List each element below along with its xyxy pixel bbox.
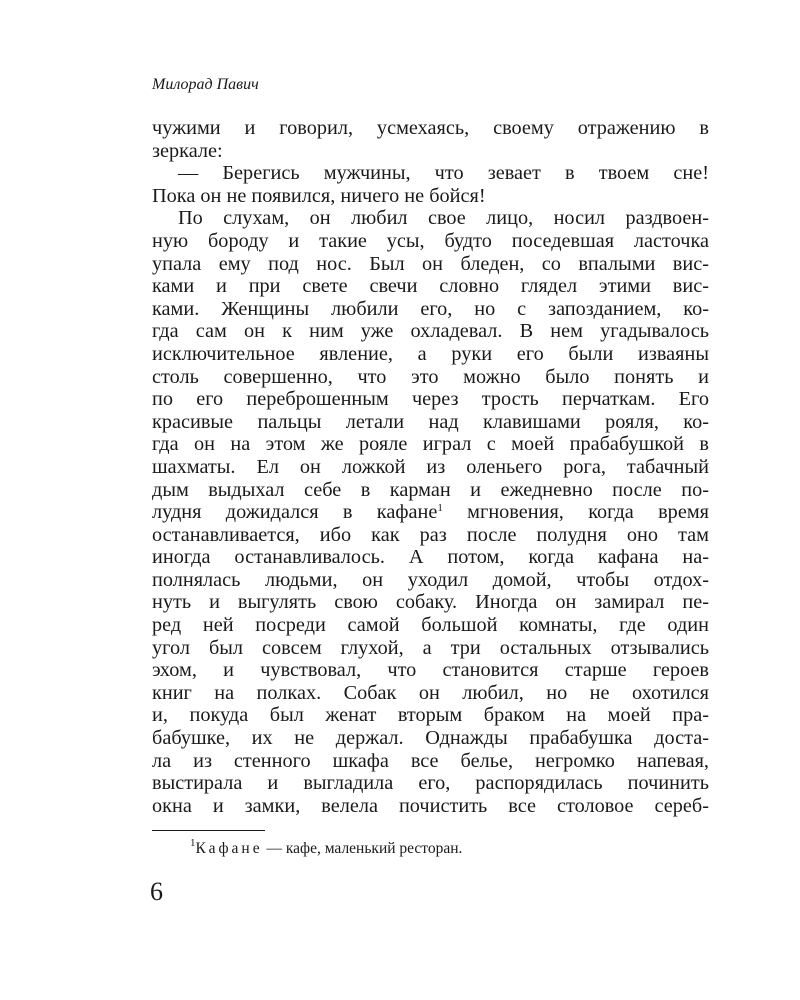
text-line <box>152 433 709 456</box>
line-text: ную бороду и такие усы, будто поседевшая ласточка <box>152 229 709 252</box>
line-text: бабушке, их не держал. Однажды прабабушка доста- <box>152 727 709 750</box>
footnote <box>190 837 463 858</box>
text-line <box>152 388 709 411</box>
text-line <box>152 479 709 502</box>
text-line <box>152 298 709 321</box>
text-line <box>152 704 709 727</box>
line-text: полнялась людьми, он уходил домой, чтобы отдох- <box>152 568 709 591</box>
line-text: по его переброшенным через трость перчаткам. Его <box>152 388 709 411</box>
line-text: окна и замки, велела почистить все столовое сереб- <box>152 794 709 817</box>
text-line <box>152 524 709 547</box>
text-line <box>152 546 709 569</box>
text-line <box>152 230 709 253</box>
text-line <box>152 591 709 614</box>
text-line <box>152 117 709 140</box>
line-text: — Берегись мужчины, что зевает в твоем сне! <box>178 162 709 185</box>
text-line <box>152 750 709 773</box>
text-line <box>152 569 709 592</box>
text-line <box>152 637 709 660</box>
text-line <box>152 682 709 705</box>
text-line <box>152 343 709 366</box>
line-text: столь совершенно, что это можно было понять и <box>152 365 709 388</box>
line-text: нуть и выгулять свою собаку. Иногда он замирал пе- <box>152 591 709 614</box>
line-text: ками и при свете свечи словно глядел этими вис- <box>152 275 709 298</box>
body-text <box>152 117 709 817</box>
line-text: Пока он не появился, ничего не бойся! <box>152 184 486 207</box>
line-text: По слухам, он любил свое лицо, носил раздвоен- <box>178 207 709 230</box>
running-header-author: Милорад Павич <box>152 76 259 93</box>
text-line <box>152 140 709 163</box>
text-line <box>152 727 709 750</box>
text-line <box>152 795 709 818</box>
line-text: лудня дожидался в кафане <box>152 501 438 524</box>
text-line <box>152 411 709 434</box>
text-line <box>152 320 709 343</box>
line-text: дым выдыхал себе в карман и ежедневно после по- <box>152 478 709 501</box>
footnote-definition: — кафе, маленький ресторан. <box>262 840 463 857</box>
text-line <box>152 253 709 276</box>
footnote-mark: 1 <box>190 837 196 849</box>
footnote-reference: 1 <box>437 502 443 515</box>
line-text: книг на полках. Собак он любил, но не охотился <box>152 681 709 704</box>
text-line <box>152 207 709 230</box>
text-line <box>152 185 709 208</box>
page-number: 6 <box>150 877 163 906</box>
footnote-term: Кафане <box>195 840 263 857</box>
line-text: эхом, и чувствовал, что становится старше героев <box>152 659 709 682</box>
line-text: иногда останавливалось. А потом, когда кафана на- <box>152 546 709 569</box>
line-text: останавливается, ибо как раз после полудня оно там <box>152 523 709 546</box>
line-text: угол был совсем глухой, а три остальных отзывались <box>152 636 709 659</box>
text-line <box>152 162 709 185</box>
text-line <box>152 366 709 389</box>
text-line <box>152 501 709 524</box>
line-text: ками. Женщины любили его, но с запозданием, ко- <box>152 297 709 320</box>
line-text: гда он на этом же рояле играл с моей прабабушкой в <box>152 433 709 456</box>
line-text: упала ему под нос. Был он бледен, со впалыми вис- <box>152 252 709 275</box>
text-line <box>152 772 709 795</box>
line-text: и, покуда был женат вторым браком на моей пра- <box>152 704 709 727</box>
line-text: ред ней посреди самой большой комнаты, где один <box>152 614 709 637</box>
line-text: зеркале: <box>152 139 223 162</box>
line-text: красивые пальцы летали над клавишами рояля, ко- <box>152 410 709 433</box>
line-text: ла из стенного шкафа все белье, негромко напевая, <box>152 749 709 772</box>
line-text: исключительное явление, а руки его были изваяны <box>152 342 709 365</box>
line-text: мгновения, когда время <box>442 501 709 524</box>
footnote-divider <box>152 830 265 831</box>
line-text: шахматы. Ел он ложкой из оленьего рога, табачный <box>152 455 709 478</box>
text-line <box>152 456 709 479</box>
line-text: чужими и говорил, усмехаясь, своему отражению в <box>152 117 709 139</box>
text-line <box>152 659 709 682</box>
text-line <box>152 275 709 298</box>
line-text: гда сам он к ним уже охладевал. В нем угадывалось <box>152 320 709 343</box>
text-line <box>152 614 709 637</box>
line-text: выстирала и выгладила его, распорядилась починить <box>152 772 709 795</box>
